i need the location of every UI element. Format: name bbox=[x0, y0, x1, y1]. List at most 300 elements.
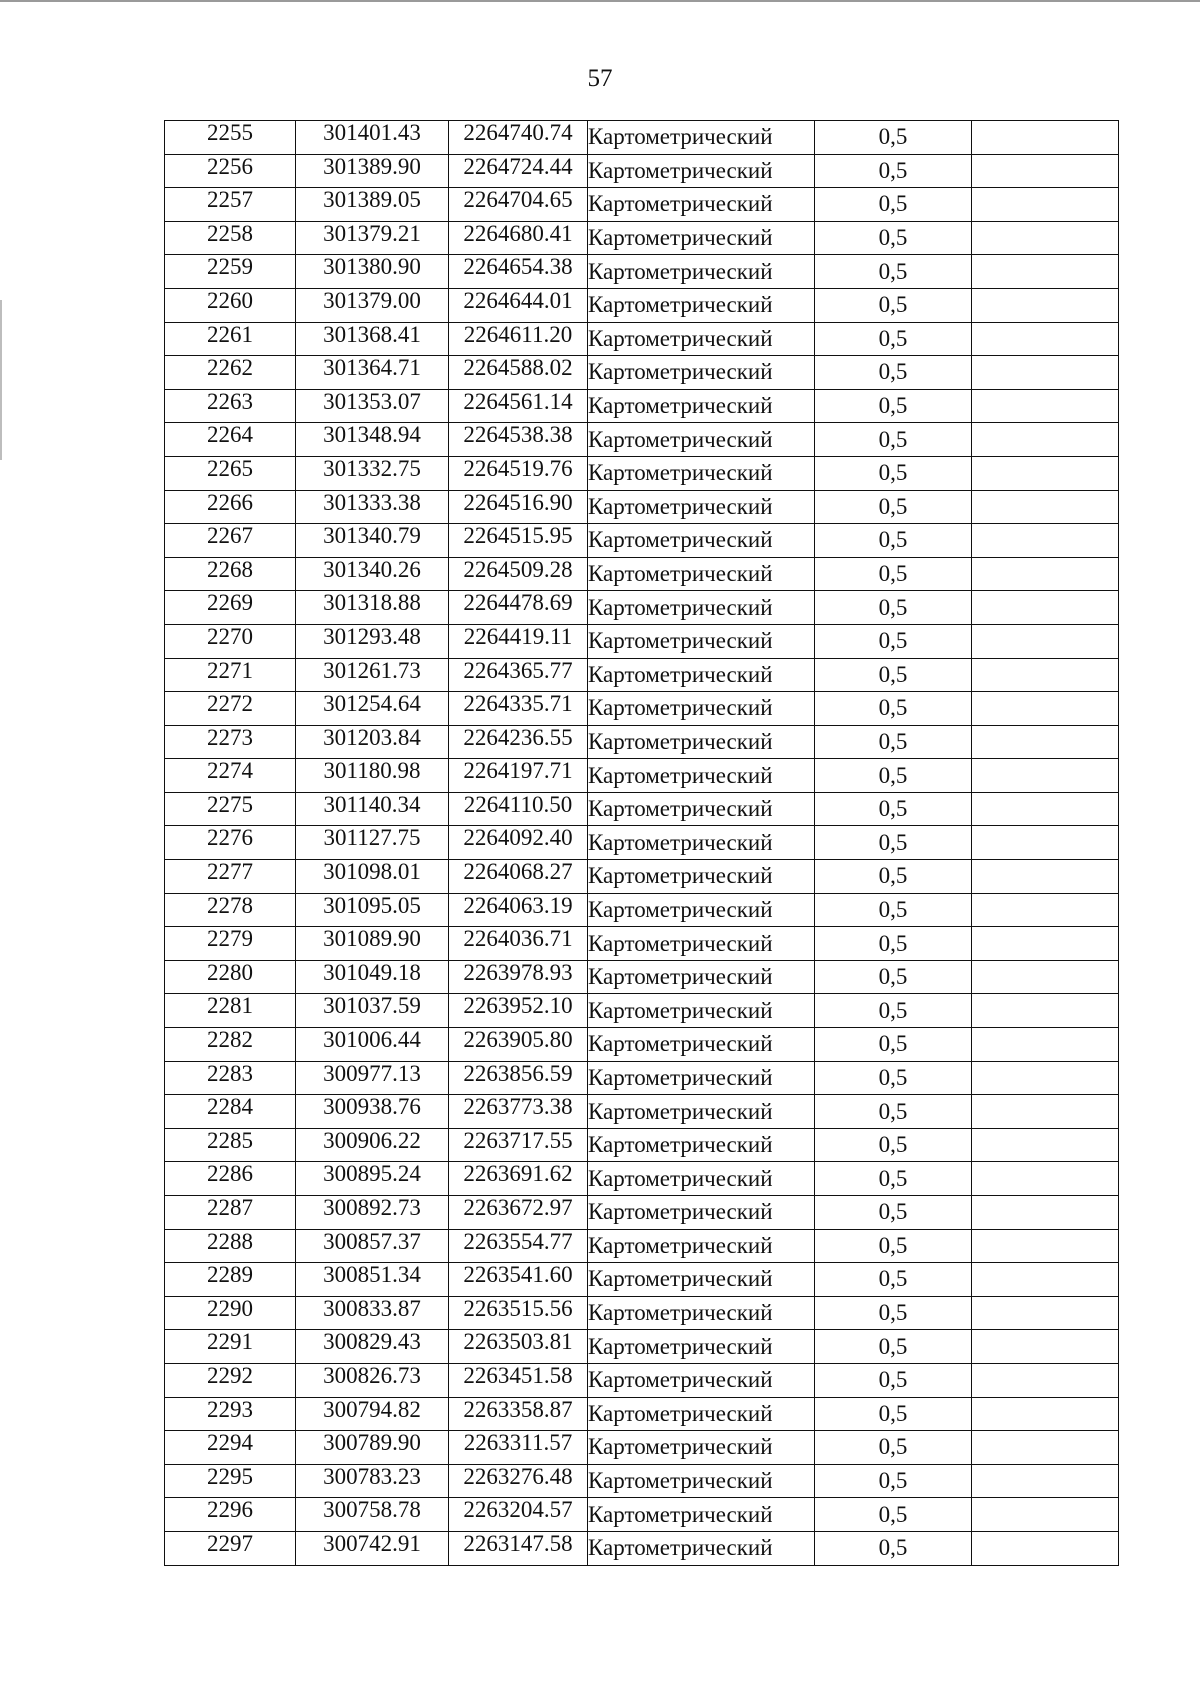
accuracy-cell: 0,5 bbox=[815, 1397, 972, 1431]
y-coordinate-cell: 2263856.59 bbox=[449, 1061, 588, 1095]
x-coordinate-cell: 301037.59 bbox=[296, 994, 449, 1028]
method-cell: Картометрический bbox=[588, 1330, 815, 1364]
accuracy-cell: 0,5 bbox=[815, 1296, 972, 1330]
table-row bbox=[165, 1296, 1119, 1330]
point-number-cell: 2268 bbox=[165, 557, 296, 591]
note-cell bbox=[972, 221, 1119, 255]
note-cell bbox=[972, 322, 1119, 356]
note-cell bbox=[972, 524, 1119, 558]
point-number-cell: 2279 bbox=[165, 927, 296, 961]
point-number-cell: 2291 bbox=[165, 1330, 296, 1364]
point-number-cell: 2285 bbox=[165, 1128, 296, 1162]
accuracy-cell: 0,5 bbox=[815, 1229, 972, 1263]
point-number-cell: 2267 bbox=[165, 524, 296, 558]
method-cell: Картометрический bbox=[588, 524, 815, 558]
note-cell bbox=[972, 893, 1119, 927]
y-coordinate-cell: 2264110.50 bbox=[449, 792, 588, 826]
x-coordinate-cell: 300977.13 bbox=[296, 1061, 449, 1095]
accuracy-cell: 0,5 bbox=[815, 188, 972, 222]
x-coordinate-cell: 301127.75 bbox=[296, 826, 449, 860]
note-cell bbox=[972, 1498, 1119, 1532]
y-coordinate-cell: 2264704.65 bbox=[449, 188, 588, 222]
point-number-cell: 2257 bbox=[165, 188, 296, 222]
method-cell: Картометрический bbox=[588, 725, 815, 759]
x-coordinate-cell: 301380.90 bbox=[296, 255, 449, 289]
x-coordinate-cell: 301340.79 bbox=[296, 524, 449, 558]
y-coordinate-cell: 2264561.14 bbox=[449, 389, 588, 423]
method-cell: Картометрический bbox=[588, 1296, 815, 1330]
accuracy-cell: 0,5 bbox=[815, 1028, 972, 1062]
method-cell: Картометрический bbox=[588, 154, 815, 188]
table-row bbox=[165, 1498, 1119, 1532]
y-coordinate-cell: 2263204.57 bbox=[449, 1498, 588, 1532]
point-number-cell: 2273 bbox=[165, 725, 296, 759]
point-number-cell: 2258 bbox=[165, 221, 296, 255]
x-coordinate-cell: 300783.23 bbox=[296, 1464, 449, 1498]
point-number-cell: 2286 bbox=[165, 1162, 296, 1196]
coordinates-table-body bbox=[165, 121, 1119, 1566]
method-cell: Картометрический bbox=[588, 658, 815, 692]
note-cell bbox=[972, 1263, 1119, 1297]
note-cell bbox=[972, 1128, 1119, 1162]
point-number-cell: 2262 bbox=[165, 356, 296, 390]
x-coordinate-cell: 300938.76 bbox=[296, 1095, 449, 1129]
note-cell bbox=[972, 826, 1119, 860]
method-cell: Картометрический bbox=[588, 121, 815, 155]
method-cell: Картометрический bbox=[588, 1061, 815, 1095]
table-row bbox=[165, 1128, 1119, 1162]
accuracy-cell: 0,5 bbox=[815, 1061, 972, 1095]
note-cell bbox=[972, 792, 1119, 826]
x-coordinate-cell: 300789.90 bbox=[296, 1431, 449, 1465]
point-number-cell: 2269 bbox=[165, 591, 296, 625]
table-row bbox=[165, 1263, 1119, 1297]
x-coordinate-cell: 301318.88 bbox=[296, 591, 449, 625]
x-coordinate-cell: 301098.01 bbox=[296, 860, 449, 894]
table-row bbox=[165, 1464, 1119, 1498]
accuracy-cell: 0,5 bbox=[815, 356, 972, 390]
coordinates-table bbox=[164, 120, 1119, 1566]
method-cell: Картометрический bbox=[588, 893, 815, 927]
y-coordinate-cell: 2264538.38 bbox=[449, 423, 588, 457]
x-coordinate-cell: 300829.43 bbox=[296, 1330, 449, 1364]
note-cell bbox=[972, 121, 1119, 155]
x-coordinate-cell: 300851.34 bbox=[296, 1263, 449, 1297]
x-coordinate-cell: 300758.78 bbox=[296, 1498, 449, 1532]
point-number-cell: 2297 bbox=[165, 1531, 296, 1565]
accuracy-cell: 0,5 bbox=[815, 725, 972, 759]
x-coordinate-cell: 301180.98 bbox=[296, 759, 449, 793]
accuracy-cell: 0,5 bbox=[815, 221, 972, 255]
note-cell bbox=[972, 490, 1119, 524]
accuracy-cell: 0,5 bbox=[815, 792, 972, 826]
y-coordinate-cell: 2264509.28 bbox=[449, 557, 588, 591]
y-coordinate-cell: 2264197.71 bbox=[449, 759, 588, 793]
point-number-cell: 2278 bbox=[165, 893, 296, 927]
x-coordinate-cell: 301332.75 bbox=[296, 456, 449, 490]
note-cell bbox=[972, 154, 1119, 188]
y-coordinate-cell: 2264516.90 bbox=[449, 490, 588, 524]
table-row bbox=[165, 490, 1119, 524]
table-row bbox=[165, 456, 1119, 490]
accuracy-cell: 0,5 bbox=[815, 322, 972, 356]
note-cell bbox=[972, 456, 1119, 490]
y-coordinate-cell: 2264419.11 bbox=[449, 624, 588, 658]
table-row bbox=[165, 1330, 1119, 1364]
y-coordinate-cell: 2263147.58 bbox=[449, 1531, 588, 1565]
table-row bbox=[165, 524, 1119, 558]
point-number-cell: 2260 bbox=[165, 288, 296, 322]
y-coordinate-cell: 2264515.95 bbox=[449, 524, 588, 558]
point-number-cell: 2272 bbox=[165, 692, 296, 726]
y-coordinate-cell: 2263451.58 bbox=[449, 1363, 588, 1397]
y-coordinate-cell: 2263672.97 bbox=[449, 1196, 588, 1230]
accuracy-cell: 0,5 bbox=[815, 1464, 972, 1498]
accuracy-cell: 0,5 bbox=[815, 524, 972, 558]
table-row bbox=[165, 759, 1119, 793]
table-row bbox=[165, 893, 1119, 927]
y-coordinate-cell: 2263554.77 bbox=[449, 1229, 588, 1263]
table-row bbox=[165, 1363, 1119, 1397]
point-number-cell: 2282 bbox=[165, 1028, 296, 1062]
method-cell: Картометрический bbox=[588, 1263, 815, 1297]
table-row bbox=[165, 792, 1119, 826]
method-cell: Картометрический bbox=[588, 826, 815, 860]
x-coordinate-cell: 301379.21 bbox=[296, 221, 449, 255]
x-coordinate-cell: 301006.44 bbox=[296, 1028, 449, 1062]
note-cell bbox=[972, 1464, 1119, 1498]
note-cell bbox=[972, 692, 1119, 726]
table-row bbox=[165, 960, 1119, 994]
method-cell: Картометрический bbox=[588, 490, 815, 524]
x-coordinate-cell: 300742.91 bbox=[296, 1531, 449, 1565]
accuracy-cell: 0,5 bbox=[815, 1363, 972, 1397]
note-cell bbox=[972, 1229, 1119, 1263]
point-number-cell: 2292 bbox=[165, 1363, 296, 1397]
y-coordinate-cell: 2264236.55 bbox=[449, 725, 588, 759]
point-number-cell: 2289 bbox=[165, 1263, 296, 1297]
accuracy-cell: 0,5 bbox=[815, 288, 972, 322]
y-coordinate-cell: 2263358.87 bbox=[449, 1397, 588, 1431]
table-row bbox=[165, 1028, 1119, 1062]
point-number-cell: 2283 bbox=[165, 1061, 296, 1095]
point-number-cell: 2277 bbox=[165, 860, 296, 894]
x-coordinate-cell: 300892.73 bbox=[296, 1196, 449, 1230]
note-cell bbox=[972, 658, 1119, 692]
table-row bbox=[165, 221, 1119, 255]
table-row bbox=[165, 994, 1119, 1028]
method-cell: Картометрический bbox=[588, 960, 815, 994]
method-cell: Картометрический bbox=[588, 1431, 815, 1465]
y-coordinate-cell: 2263952.10 bbox=[449, 994, 588, 1028]
y-coordinate-cell: 2264063.19 bbox=[449, 893, 588, 927]
accuracy-cell: 0,5 bbox=[815, 624, 972, 658]
method-cell: Картометрический bbox=[588, 255, 815, 289]
x-coordinate-cell: 301364.71 bbox=[296, 356, 449, 390]
method-cell: Картометрический bbox=[588, 423, 815, 457]
note-cell bbox=[972, 1397, 1119, 1431]
x-coordinate-cell: 301368.41 bbox=[296, 322, 449, 356]
note-cell bbox=[972, 1028, 1119, 1062]
method-cell: Картометрический bbox=[588, 557, 815, 591]
method-cell: Картометрический bbox=[588, 389, 815, 423]
y-coordinate-cell: 2264478.69 bbox=[449, 591, 588, 625]
point-number-cell: 2290 bbox=[165, 1296, 296, 1330]
method-cell: Картометрический bbox=[588, 456, 815, 490]
y-coordinate-cell: 2264654.38 bbox=[449, 255, 588, 289]
accuracy-cell: 0,5 bbox=[815, 1531, 972, 1565]
note-cell bbox=[972, 356, 1119, 390]
y-coordinate-cell: 2264611.20 bbox=[449, 322, 588, 356]
y-coordinate-cell: 2263503.81 bbox=[449, 1330, 588, 1364]
table-row bbox=[165, 1061, 1119, 1095]
point-number-cell: 2256 bbox=[165, 154, 296, 188]
x-coordinate-cell: 301389.90 bbox=[296, 154, 449, 188]
table-row bbox=[165, 1531, 1119, 1565]
accuracy-cell: 0,5 bbox=[815, 456, 972, 490]
table-row bbox=[165, 927, 1119, 961]
table-row bbox=[165, 557, 1119, 591]
y-coordinate-cell: 2263541.60 bbox=[449, 1263, 588, 1297]
x-coordinate-cell: 301348.94 bbox=[296, 423, 449, 457]
x-coordinate-cell: 301049.18 bbox=[296, 960, 449, 994]
note-cell bbox=[972, 1330, 1119, 1364]
note-cell bbox=[972, 1531, 1119, 1565]
method-cell: Картометрический bbox=[588, 1196, 815, 1230]
accuracy-cell: 0,5 bbox=[815, 1095, 972, 1129]
accuracy-cell: 0,5 bbox=[815, 154, 972, 188]
y-coordinate-cell: 2263691.62 bbox=[449, 1162, 588, 1196]
table-row bbox=[165, 591, 1119, 625]
point-number-cell: 2281 bbox=[165, 994, 296, 1028]
x-coordinate-cell: 300826.73 bbox=[296, 1363, 449, 1397]
point-number-cell: 2284 bbox=[165, 1095, 296, 1129]
y-coordinate-cell: 2263773.38 bbox=[449, 1095, 588, 1129]
method-cell: Картометрический bbox=[588, 994, 815, 1028]
point-number-cell: 2296 bbox=[165, 1498, 296, 1532]
table-row bbox=[165, 692, 1119, 726]
accuracy-cell: 0,5 bbox=[815, 389, 972, 423]
accuracy-cell: 0,5 bbox=[815, 121, 972, 155]
table-row bbox=[165, 154, 1119, 188]
accuracy-cell: 0,5 bbox=[815, 927, 972, 961]
method-cell: Картометрический bbox=[588, 692, 815, 726]
table-row bbox=[165, 188, 1119, 222]
page-number: 57 bbox=[587, 65, 613, 92]
accuracy-cell: 0,5 bbox=[815, 1162, 972, 1196]
method-cell: Картометрический bbox=[588, 860, 815, 894]
x-coordinate-cell: 301095.05 bbox=[296, 893, 449, 927]
accuracy-cell: 0,5 bbox=[815, 692, 972, 726]
note-cell bbox=[972, 591, 1119, 625]
x-coordinate-cell: 301379.00 bbox=[296, 288, 449, 322]
accuracy-cell: 0,5 bbox=[815, 1431, 972, 1465]
y-coordinate-cell: 2263978.93 bbox=[449, 960, 588, 994]
table-row bbox=[165, 1196, 1119, 1230]
note-cell bbox=[972, 389, 1119, 423]
point-number-cell: 2280 bbox=[165, 960, 296, 994]
note-cell bbox=[972, 288, 1119, 322]
method-cell: Картометрический bbox=[588, 1162, 815, 1196]
table-row bbox=[165, 725, 1119, 759]
accuracy-cell: 0,5 bbox=[815, 490, 972, 524]
method-cell: Картометрический bbox=[588, 1095, 815, 1129]
x-coordinate-cell: 301254.64 bbox=[296, 692, 449, 726]
table-row bbox=[165, 1431, 1119, 1465]
point-number-cell: 2259 bbox=[165, 255, 296, 289]
x-coordinate-cell: 301333.38 bbox=[296, 490, 449, 524]
point-number-cell: 2270 bbox=[165, 624, 296, 658]
method-cell: Картометрический bbox=[588, 1464, 815, 1498]
note-cell bbox=[972, 255, 1119, 289]
y-coordinate-cell: 2263276.48 bbox=[449, 1464, 588, 1498]
table-row bbox=[165, 1397, 1119, 1431]
table-row bbox=[165, 826, 1119, 860]
point-number-cell: 2275 bbox=[165, 792, 296, 826]
note-cell bbox=[972, 1196, 1119, 1230]
method-cell: Картометрический bbox=[588, 1128, 815, 1162]
scan-left-edge bbox=[0, 300, 2, 460]
method-cell: Картометрический bbox=[588, 927, 815, 961]
y-coordinate-cell: 2264335.71 bbox=[449, 692, 588, 726]
table-row bbox=[165, 121, 1119, 155]
point-number-cell: 2271 bbox=[165, 658, 296, 692]
y-coordinate-cell: 2263905.80 bbox=[449, 1028, 588, 1062]
table-row bbox=[165, 658, 1119, 692]
x-coordinate-cell: 301401.43 bbox=[296, 121, 449, 155]
accuracy-cell: 0,5 bbox=[815, 1330, 972, 1364]
note-cell bbox=[972, 927, 1119, 961]
point-number-cell: 2293 bbox=[165, 1397, 296, 1431]
x-coordinate-cell: 301089.90 bbox=[296, 927, 449, 961]
accuracy-cell: 0,5 bbox=[815, 759, 972, 793]
method-cell: Картометрический bbox=[588, 188, 815, 222]
table-row bbox=[165, 255, 1119, 289]
accuracy-cell: 0,5 bbox=[815, 255, 972, 289]
x-coordinate-cell: 301353.07 bbox=[296, 389, 449, 423]
note-cell bbox=[972, 188, 1119, 222]
note-cell bbox=[972, 1061, 1119, 1095]
y-coordinate-cell: 2264092.40 bbox=[449, 826, 588, 860]
accuracy-cell: 0,5 bbox=[815, 893, 972, 927]
accuracy-cell: 0,5 bbox=[815, 423, 972, 457]
y-coordinate-cell: 2264644.01 bbox=[449, 288, 588, 322]
table-row bbox=[165, 423, 1119, 457]
method-cell: Картометрический bbox=[588, 322, 815, 356]
x-coordinate-cell: 300833.87 bbox=[296, 1296, 449, 1330]
point-number-cell: 2294 bbox=[165, 1431, 296, 1465]
x-coordinate-cell: 301340.26 bbox=[296, 557, 449, 591]
table-row bbox=[165, 860, 1119, 894]
note-cell bbox=[972, 1162, 1119, 1196]
point-number-cell: 2288 bbox=[165, 1229, 296, 1263]
accuracy-cell: 0,5 bbox=[815, 826, 972, 860]
note-cell bbox=[972, 960, 1119, 994]
point-number-cell: 2264 bbox=[165, 423, 296, 457]
scan-top-edge bbox=[0, 0, 1200, 2]
y-coordinate-cell: 2264036.71 bbox=[449, 927, 588, 961]
x-coordinate-cell: 301203.84 bbox=[296, 725, 449, 759]
note-cell bbox=[972, 1296, 1119, 1330]
point-number-cell: 2255 bbox=[165, 121, 296, 155]
method-cell: Картометрический bbox=[588, 759, 815, 793]
point-number-cell: 2276 bbox=[165, 826, 296, 860]
point-number-cell: 2265 bbox=[165, 456, 296, 490]
x-coordinate-cell: 301389.05 bbox=[296, 188, 449, 222]
x-coordinate-cell: 301261.73 bbox=[296, 658, 449, 692]
table-row bbox=[165, 624, 1119, 658]
note-cell bbox=[972, 725, 1119, 759]
method-cell: Картометрический bbox=[588, 356, 815, 390]
accuracy-cell: 0,5 bbox=[815, 1498, 972, 1532]
table-row bbox=[165, 288, 1119, 322]
y-coordinate-cell: 2264588.02 bbox=[449, 356, 588, 390]
y-coordinate-cell: 2264068.27 bbox=[449, 860, 588, 894]
note-cell bbox=[972, 1095, 1119, 1129]
method-cell: Картометрический bbox=[588, 1531, 815, 1565]
accuracy-cell: 0,5 bbox=[815, 994, 972, 1028]
method-cell: Картометрический bbox=[588, 221, 815, 255]
y-coordinate-cell: 2264724.44 bbox=[449, 154, 588, 188]
y-coordinate-cell: 2264740.74 bbox=[449, 121, 588, 155]
point-number-cell: 2263 bbox=[165, 389, 296, 423]
method-cell: Картометрический bbox=[588, 1498, 815, 1532]
method-cell: Картометрический bbox=[588, 591, 815, 625]
note-cell bbox=[972, 994, 1119, 1028]
method-cell: Картометрический bbox=[588, 1229, 815, 1263]
x-coordinate-cell: 300857.37 bbox=[296, 1229, 449, 1263]
table-row bbox=[165, 389, 1119, 423]
x-coordinate-cell: 301293.48 bbox=[296, 624, 449, 658]
accuracy-cell: 0,5 bbox=[815, 860, 972, 894]
method-cell: Картометрический bbox=[588, 792, 815, 826]
point-number-cell: 2261 bbox=[165, 322, 296, 356]
accuracy-cell: 0,5 bbox=[815, 1263, 972, 1297]
method-cell: Картометрический bbox=[588, 1363, 815, 1397]
method-cell: Картометрический bbox=[588, 288, 815, 322]
note-cell bbox=[972, 557, 1119, 591]
y-coordinate-cell: 2263717.55 bbox=[449, 1128, 588, 1162]
point-number-cell: 2295 bbox=[165, 1464, 296, 1498]
accuracy-cell: 0,5 bbox=[815, 658, 972, 692]
method-cell: Картометрический bbox=[588, 1028, 815, 1062]
accuracy-cell: 0,5 bbox=[815, 557, 972, 591]
accuracy-cell: 0,5 bbox=[815, 1196, 972, 1230]
x-coordinate-cell: 300895.24 bbox=[296, 1162, 449, 1196]
note-cell bbox=[972, 759, 1119, 793]
note-cell bbox=[972, 1431, 1119, 1465]
table-row bbox=[165, 1162, 1119, 1196]
note-cell bbox=[972, 860, 1119, 894]
table-row bbox=[165, 1095, 1119, 1129]
x-coordinate-cell: 301140.34 bbox=[296, 792, 449, 826]
point-number-cell: 2266 bbox=[165, 490, 296, 524]
x-coordinate-cell: 300794.82 bbox=[296, 1397, 449, 1431]
point-number-cell: 2274 bbox=[165, 759, 296, 793]
y-coordinate-cell: 2264519.76 bbox=[449, 456, 588, 490]
table-row bbox=[165, 1229, 1119, 1263]
accuracy-cell: 0,5 bbox=[815, 960, 972, 994]
x-coordinate-cell: 300906.22 bbox=[296, 1128, 449, 1162]
accuracy-cell: 0,5 bbox=[815, 591, 972, 625]
table-row bbox=[165, 356, 1119, 390]
y-coordinate-cell: 2264680.41 bbox=[449, 221, 588, 255]
method-cell: Картометрический bbox=[588, 624, 815, 658]
note-cell bbox=[972, 1363, 1119, 1397]
y-coordinate-cell: 2263311.57 bbox=[449, 1431, 588, 1465]
table-row bbox=[165, 322, 1119, 356]
y-coordinate-cell: 2264365.77 bbox=[449, 658, 588, 692]
